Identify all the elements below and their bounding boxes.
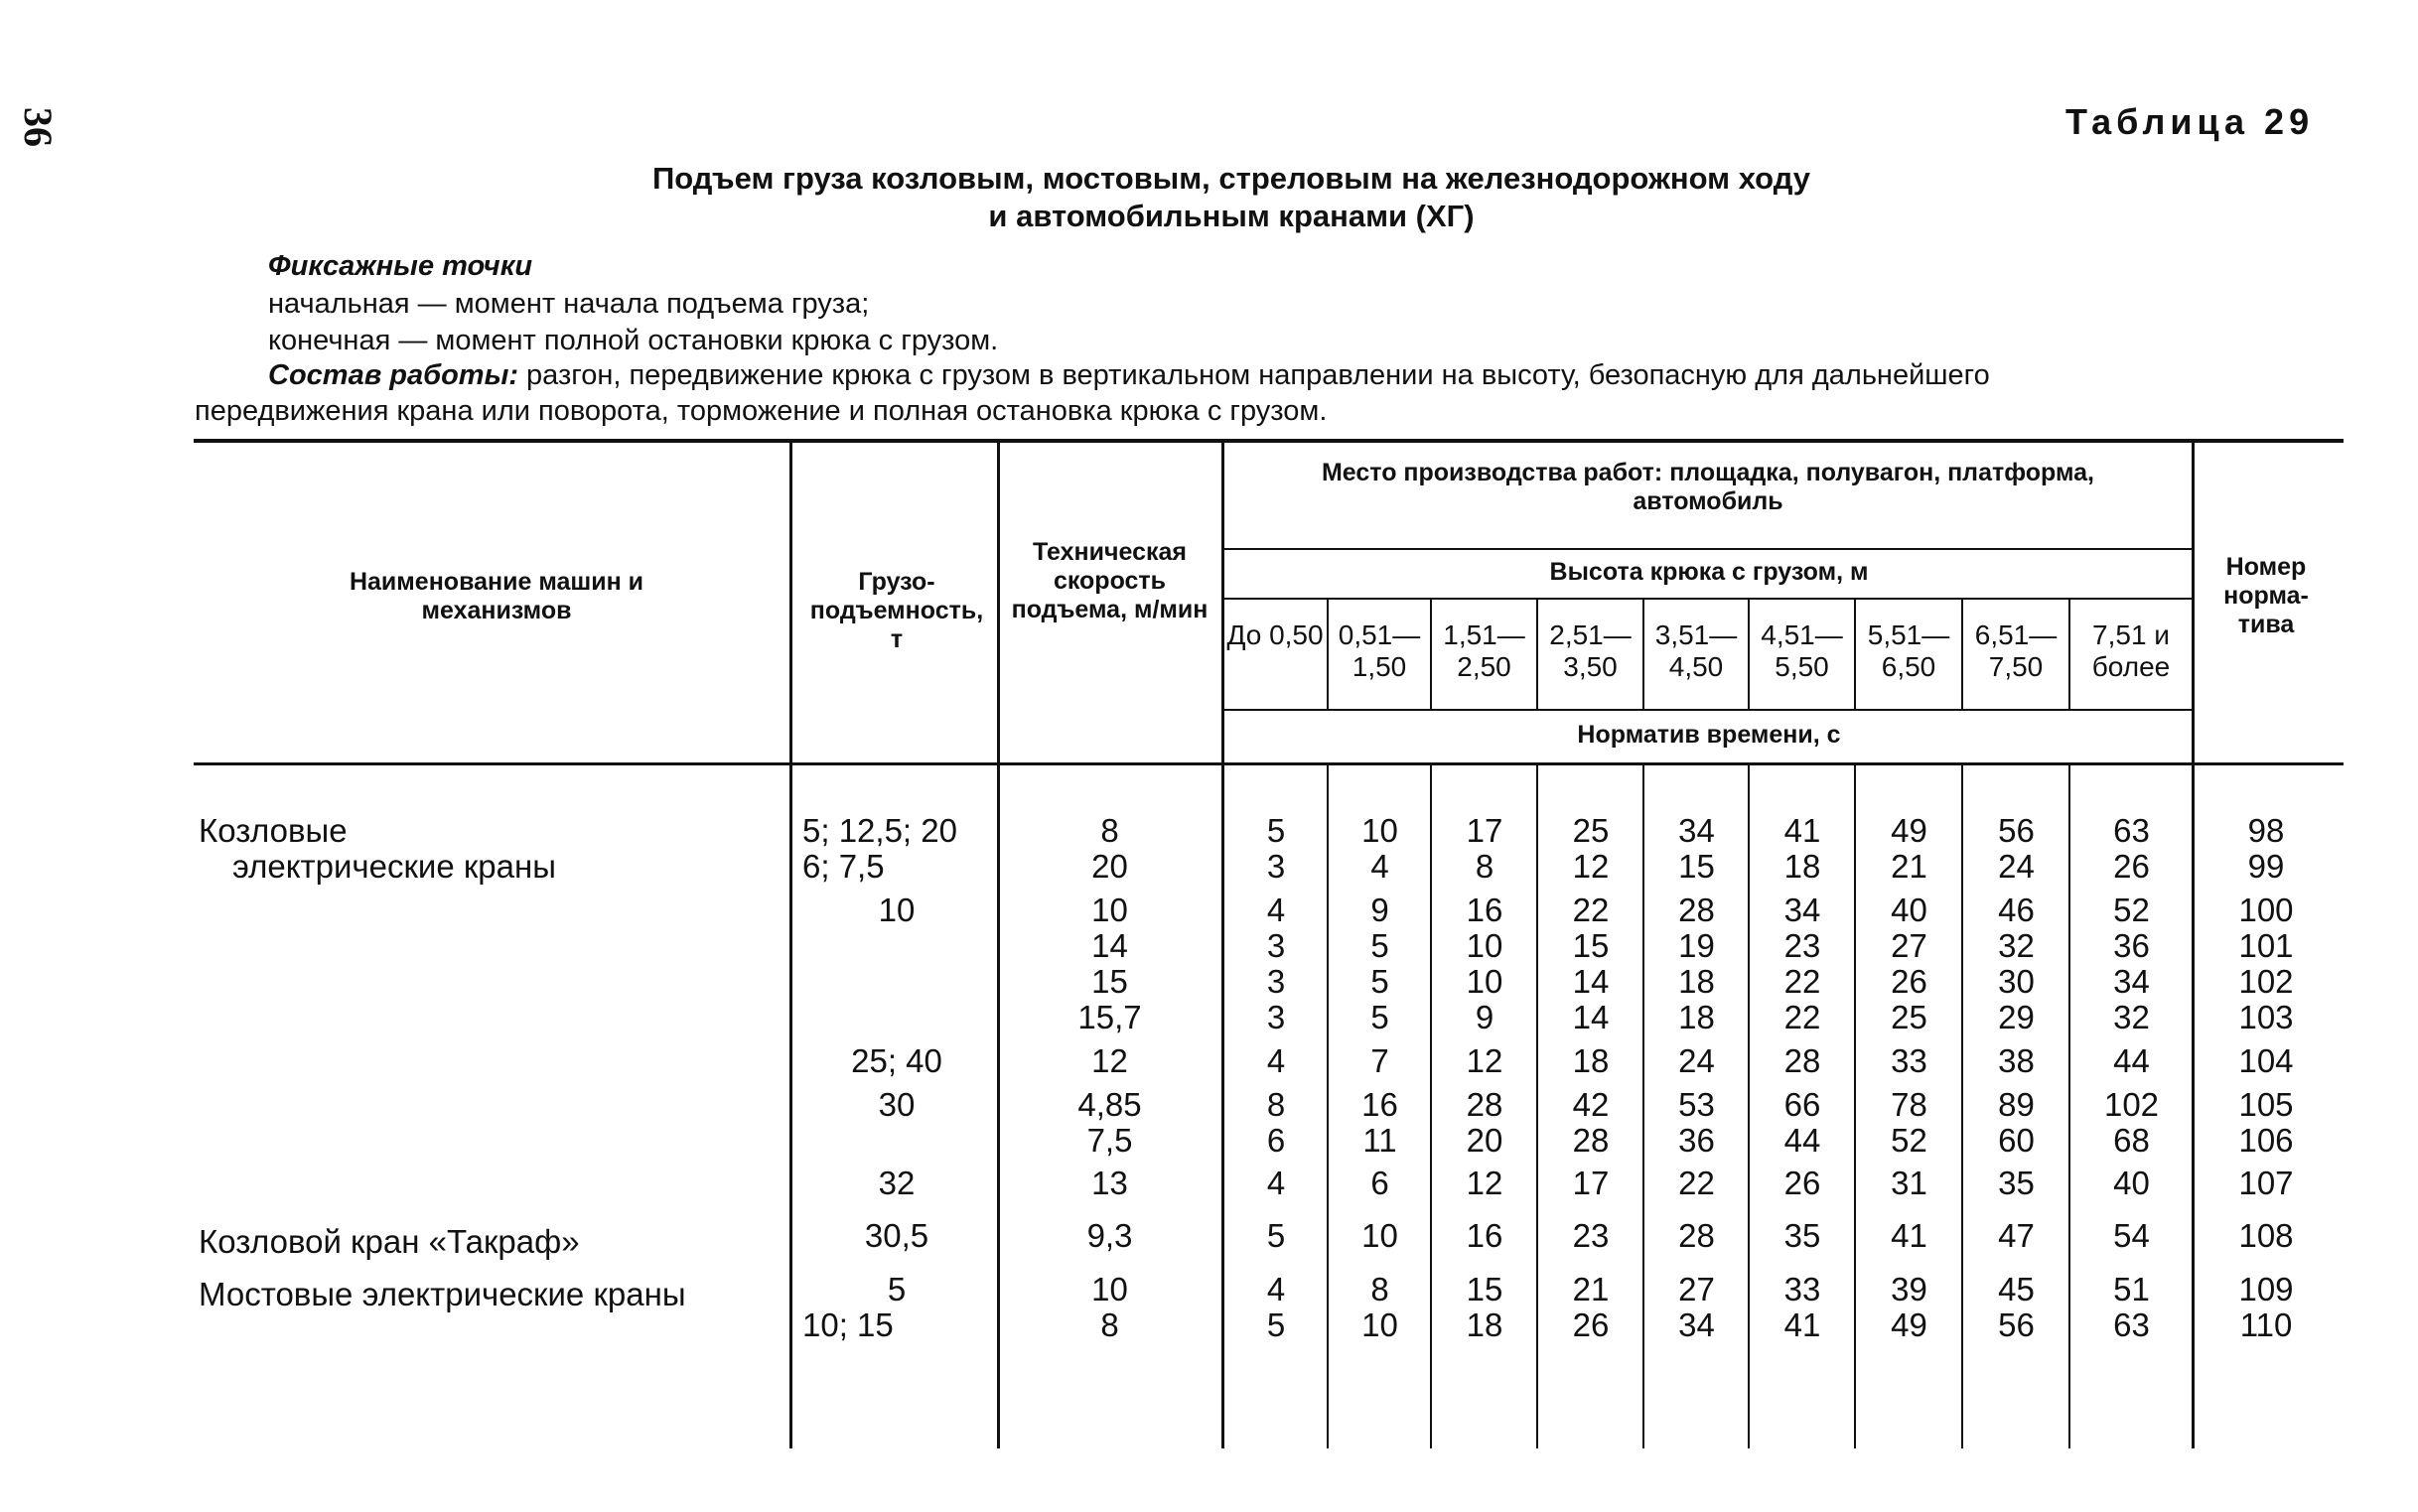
time-norm-cell: 56 [1998, 812, 2035, 849]
header-norm-number: Номер норма-тива [2223, 553, 2309, 638]
time-norm-cell: 52 [2113, 892, 2150, 928]
time-norm-cell: 7 [1370, 1042, 1389, 1079]
time-norm-cell: 9 [1475, 999, 1494, 1035]
time-norm-cell: 49 [1891, 1306, 1927, 1343]
time-norm-cell: 10 [1361, 1306, 1398, 1343]
speed-cell: 10 [1091, 892, 1128, 928]
speed-cell: 20 [1091, 848, 1128, 885]
time-norm-cell: 18 [1678, 999, 1715, 1035]
speed-cell: 14 [1091, 927, 1128, 964]
time-norm-cell: 16 [1466, 1217, 1503, 1254]
speed-cell: 7,5 [1086, 1122, 1133, 1159]
speed-cell: 9,3 [1086, 1217, 1133, 1254]
col-divider-3 [1221, 441, 1224, 1448]
time-norm-cell: 36 [1678, 1122, 1715, 1159]
capacity-cell: 25; 40 [851, 1042, 942, 1079]
time-norm-cell: 5 [1266, 1306, 1286, 1343]
height-range-6: 4,51— 5,50 [1761, 619, 1843, 682]
time-norm-cell: 8 [1266, 1086, 1286, 1123]
time-norm-cell: 22 [1572, 892, 1610, 928]
time-norm-cell: 3 [1266, 848, 1286, 885]
work-text-line1: разгон, передвижение крюка с грузом в вертикальном направлении на высоту, безопасную для дальнейшего [518, 359, 1990, 391]
time-norm-cell: 18 [1572, 1042, 1610, 1079]
time-norm-cell: 40 [1891, 892, 1927, 928]
height-range-1: До 0,50 [1226, 619, 1324, 650]
norm-number-cell: 110 [2239, 1306, 2293, 1343]
machine-name-bridge: Мостовые электрические краны [199, 1276, 686, 1312]
time-norm-cell: 8 [1370, 1271, 1389, 1307]
time-norm-cell: 24 [1998, 848, 2035, 885]
work-text-line2: передвижения крана или поворота, торможение и полная остановка крюка с грузом. [195, 395, 1328, 427]
time-norm-cell: 10 [1361, 812, 1398, 849]
time-norm-cell: 51 [2113, 1271, 2150, 1307]
table-label: Таблица 29 [2065, 101, 2315, 142]
time-norm-cell: 63 [2113, 812, 2150, 849]
time-norm-cell: 22 [1783, 963, 1821, 1000]
time-norm-cell: 36 [2113, 927, 2150, 964]
time-norm-cell: 53 [1678, 1086, 1715, 1123]
time-norm-cell: 15 [1572, 927, 1610, 964]
time-norm-cell: 16 [1466, 892, 1503, 928]
header-rule-ranges [1223, 709, 2195, 711]
time-norm-cell: 3 [1266, 927, 1286, 964]
body-divider-8 [2068, 764, 2070, 1448]
norm-number-cell: 99 [2247, 848, 2285, 885]
time-norm-cell: 15 [1466, 1271, 1503, 1307]
body-divider-3 [1536, 764, 1538, 1448]
time-norm-cell: 28 [1572, 1122, 1610, 1159]
header-rule-height [1223, 598, 2195, 600]
time-norm-cell: 56 [1998, 1306, 2035, 1343]
col-divider-2 [997, 441, 1000, 1448]
time-norm-cell: 102 [2103, 1086, 2160, 1123]
time-norm-cell: 17 [1572, 1165, 1610, 1201]
time-norm-cell: 63 [2113, 1306, 2150, 1343]
height-divider-1 [1327, 599, 1329, 710]
time-norm-cell: 28 [1678, 892, 1715, 928]
header-capacity: Грузо-подъемность, т [809, 568, 984, 653]
time-norm-cell: 26 [1572, 1306, 1610, 1343]
time-norm-cell: 40 [2113, 1165, 2150, 1201]
time-norm-cell: 34 [1678, 812, 1715, 849]
time-norm-cell: 19 [1678, 927, 1715, 964]
speed-cell: 15 [1091, 963, 1128, 1000]
time-norm-cell: 60 [1998, 1122, 2035, 1159]
body-divider-5 [1748, 764, 1750, 1448]
header-speed: Техническая скорость подъема, м/мин [1011, 538, 1209, 623]
norm-number-cell: 105 [2238, 1086, 2294, 1123]
time-norm-cell: 23 [1783, 927, 1821, 964]
height-divider-8 [2068, 599, 2070, 710]
norm-number-cell: 107 [2238, 1165, 2294, 1201]
time-norm-cell: 34 [2113, 963, 2150, 1000]
header-bottom-rule [194, 762, 2344, 765]
table-title-line1: Подъем груза козловым, мостовым, стреловым на железнодорожном ходу [651, 161, 1811, 196]
time-norm-cell: 26 [2113, 848, 2150, 885]
work-composition [268, 359, 1990, 392]
height-range-5: 3,51— 4,50 [1654, 619, 1738, 682]
height-range-8: 6,51— 7,50 [1974, 619, 2058, 682]
body-divider-4 [1642, 764, 1644, 1448]
time-norm-cell: 18 [1783, 848, 1821, 885]
time-norm-cell: 31 [1891, 1165, 1927, 1201]
time-norm-cell: 26 [1891, 963, 1927, 1000]
time-norm-cell: 12 [1466, 1165, 1503, 1201]
norm-number-cell: 104 [2238, 1042, 2294, 1079]
time-norm-cell: 39 [1891, 1271, 1927, 1307]
time-norm-cell: 22 [1783, 999, 1821, 1035]
time-norm-cell: 22 [1678, 1165, 1715, 1201]
speed-cell: 12 [1091, 1042, 1128, 1079]
machine-name-takraf: Козловой кран «Такраф» [199, 1223, 580, 1260]
body-divider-2 [1430, 764, 1432, 1448]
time-norm-cell: 5 [1266, 812, 1286, 849]
header-hook-height: Высота крюка с грузом, м [1549, 558, 1869, 586]
time-norm-cell: 28 [1783, 1042, 1821, 1079]
norm-number-cell: 98 [2247, 812, 2285, 849]
time-norm-cell: 29 [1998, 999, 2035, 1035]
speed-cell: 4,85 [1077, 1086, 1142, 1123]
norm-number-cell: 102 [2238, 963, 2294, 1000]
height-range-7: 5,51— 6,50 [1867, 619, 1950, 682]
time-norm-cell: 12 [1466, 1042, 1503, 1079]
time-norm-cell: 18 [1466, 1306, 1503, 1343]
height-range-3: 1,51— 2,50 [1443, 619, 1525, 682]
time-norm-cell: 34 [1678, 1306, 1715, 1343]
machine-name-gantry: Козловые [199, 812, 348, 849]
time-norm-cell: 9 [1370, 892, 1389, 928]
time-norm-cell: 18 [1678, 963, 1715, 1000]
time-norm-cell: 17 [1466, 812, 1503, 849]
time-norm-cell: 23 [1572, 1217, 1610, 1254]
page-number: 36 [16, 107, 61, 147]
capacity-cell: 30,5 [864, 1217, 929, 1254]
time-norm-cell: 66 [1783, 1086, 1821, 1123]
time-norm-cell: 16 [1361, 1086, 1398, 1123]
time-norm-cell: 38 [1998, 1042, 2035, 1079]
capacity-cell: 5; 12,5; 20 [802, 812, 957, 849]
time-norm-cell: 5 [1370, 999, 1389, 1035]
time-norm-cell: 45 [1998, 1271, 2035, 1307]
speed-cell: 10 [1091, 1271, 1128, 1307]
body-divider-7 [1961, 764, 1963, 1448]
header-workplace: Место производства работ: площадка, полувагон, платформа, автомобиль [1321, 459, 2094, 515]
time-norm-cell: 44 [2113, 1042, 2150, 1079]
time-norm-cell: 27 [1891, 927, 1927, 964]
capacity-cell: 32 [878, 1165, 916, 1201]
time-norm-cell: 11 [1362, 1122, 1397, 1159]
time-norm-cell: 4 [1370, 848, 1389, 885]
time-norm-cell: 25 [1891, 999, 1927, 1035]
time-norm-cell: 14 [1572, 999, 1610, 1035]
speed-cell: 15,7 [1077, 999, 1142, 1035]
time-norm-cell: 89 [1998, 1086, 2035, 1123]
speed-cell: 8 [1100, 1306, 1119, 1343]
time-norm-cell: 5 [1370, 927, 1389, 964]
time-norm-cell: 49 [1891, 812, 1927, 849]
time-norm-cell: 10 [1361, 1217, 1398, 1254]
time-norm-cell: 8 [1475, 848, 1494, 885]
time-norm-cell: 10 [1466, 963, 1503, 1000]
time-norm-cell: 44 [1783, 1122, 1821, 1159]
speed-cell: 13 [1091, 1165, 1128, 1201]
time-norm-cell: 27 [1678, 1271, 1715, 1307]
time-norm-cell: 28 [1678, 1217, 1715, 1254]
body-divider-6 [1854, 764, 1856, 1448]
col-divider-1 [789, 441, 792, 1448]
time-norm-cell: 54 [2113, 1217, 2150, 1254]
time-norm-cell: 6 [1266, 1122, 1286, 1159]
header-name: Наименование машин и механизмов [349, 568, 644, 624]
time-norm-cell: 32 [2113, 999, 2150, 1035]
time-norm-cell: 34 [1783, 892, 1821, 928]
time-norm-cell: 21 [1891, 848, 1927, 885]
norm-number-cell: 108 [2238, 1217, 2294, 1254]
norm-number-cell: 101 [2238, 927, 2294, 964]
capacity-cell: 5 [887, 1271, 907, 1307]
height-divider-4 [1642, 599, 1644, 710]
table-title-line2: и автомобильным кранами (ХГ) [988, 199, 1475, 233]
time-norm-cell: 3 [1266, 999, 1286, 1035]
time-norm-cell: 25 [1572, 812, 1610, 849]
time-norm-cell: 14 [1572, 963, 1610, 1000]
time-norm-cell: 35 [1783, 1217, 1821, 1254]
time-norm-cell: 52 [1891, 1122, 1927, 1159]
fix-points-heading: Фиксажные точки [268, 250, 533, 282]
height-divider-6 [1854, 599, 1856, 710]
norm-number-cell: 109 [2238, 1271, 2294, 1307]
time-norm-cell: 4 [1266, 892, 1286, 928]
height-divider-5 [1748, 599, 1750, 710]
capacity-cell: 30 [878, 1086, 916, 1123]
norm-number-cell: 103 [2238, 999, 2294, 1035]
height-divider-2 [1430, 599, 1432, 710]
body-divider-1 [1327, 764, 1329, 1448]
time-norm-cell: 68 [2113, 1122, 2150, 1159]
time-norm-cell: 32 [1998, 927, 2035, 964]
speed-cell: 8 [1100, 812, 1119, 849]
time-norm-cell: 41 [1891, 1217, 1927, 1254]
time-norm-cell: 20 [1466, 1122, 1503, 1159]
time-norm-cell: 21 [1572, 1271, 1610, 1307]
capacity-cell: 10; 15 [802, 1306, 894, 1343]
height-range-4: 2,51— 3,50 [1549, 619, 1632, 682]
time-norm-cell: 41 [1783, 812, 1821, 849]
start-point-text: начальная — момент начала подъема груза; [268, 288, 870, 320]
height-divider-7 [1961, 599, 1963, 710]
time-norm-cell: 12 [1572, 848, 1610, 885]
table-top-rule [194, 439, 2344, 443]
time-norm-cell: 46 [1998, 892, 2035, 928]
time-norm-cell: 42 [1572, 1086, 1610, 1123]
time-norm-cell: 33 [1783, 1271, 1821, 1307]
machine-name-gantry-electric: электрические краны [232, 848, 556, 885]
time-norm-cell: 6 [1370, 1165, 1389, 1201]
norm-number-cell: 106 [2238, 1122, 2294, 1159]
header-time-norm: Норматив времени, с [1577, 721, 1841, 749]
height-divider-3 [1536, 599, 1538, 710]
time-norm-cell: 3 [1266, 963, 1286, 1000]
col-divider-norm [2192, 441, 2195, 1448]
end-point-text: конечная — момент полной остановки крюка с грузом. [268, 325, 999, 356]
time-norm-cell: 15 [1678, 848, 1715, 885]
time-norm-cell: 5 [1266, 1217, 1286, 1254]
time-norm-cell: 4 [1266, 1042, 1286, 1079]
time-norm-cell: 10 [1466, 927, 1503, 964]
time-norm-cell: 33 [1891, 1042, 1927, 1079]
height-range-9: 7,51 и более [2091, 619, 2171, 682]
time-norm-cell: 41 [1783, 1306, 1821, 1343]
header-rule-workplace [1223, 548, 2195, 550]
work-heading: Состав работы: [268, 359, 518, 391]
time-norm-cell: 28 [1466, 1086, 1503, 1123]
capacity-cell: 6; 7,5 [802, 848, 885, 885]
time-norm-cell: 47 [1998, 1217, 2035, 1254]
capacity-cell: 10 [878, 892, 916, 928]
height-range-2: 0,51— 1,50 [1338, 619, 1421, 682]
time-norm-cell: 5 [1370, 963, 1389, 1000]
time-norm-cell: 35 [1998, 1165, 2035, 1201]
time-norm-cell: 4 [1266, 1271, 1286, 1307]
time-norm-cell: 78 [1891, 1086, 1927, 1123]
time-norm-cell: 24 [1678, 1042, 1715, 1079]
time-norm-cell: 30 [1998, 963, 2035, 1000]
norm-number-cell: 100 [2238, 892, 2294, 928]
time-norm-cell: 26 [1783, 1165, 1821, 1201]
time-norm-cell: 4 [1266, 1165, 1286, 1201]
